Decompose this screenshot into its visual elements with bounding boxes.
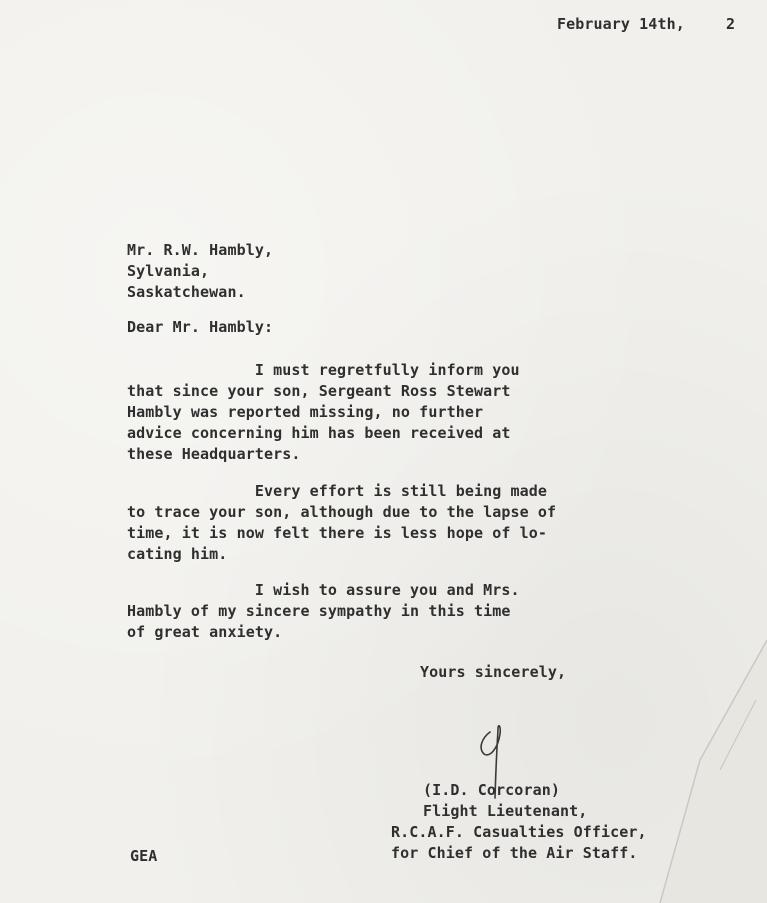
paragraph-3-line-2: Hambly of my sincere sympathy in this time [127,602,511,620]
paragraph-2-line-4: cating him. [127,545,228,563]
letter-date: February 14th, [557,15,685,33]
paragraph-1-line-1: I must regretfully inform you [127,361,520,379]
salutation: Dear Mr. Hambly: [127,318,274,336]
paragraph-1-line-5: these Headquarters. [127,445,301,463]
paragraph-2-line-3: time, it is now felt there is less hope of lo- [127,524,548,542]
address-line-province: Saskatchewan. [127,283,246,301]
paragraph-1-line-2: that since your son, Sergeant Ross Stewart [127,382,511,400]
page-number: 2 [726,15,736,33]
paragraph-1-line-3: Hambly was reported missing, no further [127,403,484,421]
paragraph-2-line-2: to trace your son, although due to the lapse of [127,503,557,521]
signature-title: R.C.A.F. Casualties Officer, [391,823,647,841]
paragraph-1-line-4: advice concerning him has been received at [127,424,511,442]
address-line-town: Sylvania, [127,262,210,280]
closing: Yours sincerely, [420,663,567,681]
signature-office: for Chief of the Air Staff. [391,844,638,862]
address-line-name: Mr. R.W. Hambly, [127,241,274,259]
paragraph-3-line-1: I wish to assure you and Mrs. [127,581,520,599]
signature-name: (I.D. Corcoran) [423,781,560,799]
signature-rank: Flight Lieutenant, [423,802,588,820]
paragraph-2-line-1: Every effort is still being made [127,482,548,500]
paragraph-3-line-3: of great anxiety. [127,623,283,641]
typist-initials: GEA [130,847,158,865]
